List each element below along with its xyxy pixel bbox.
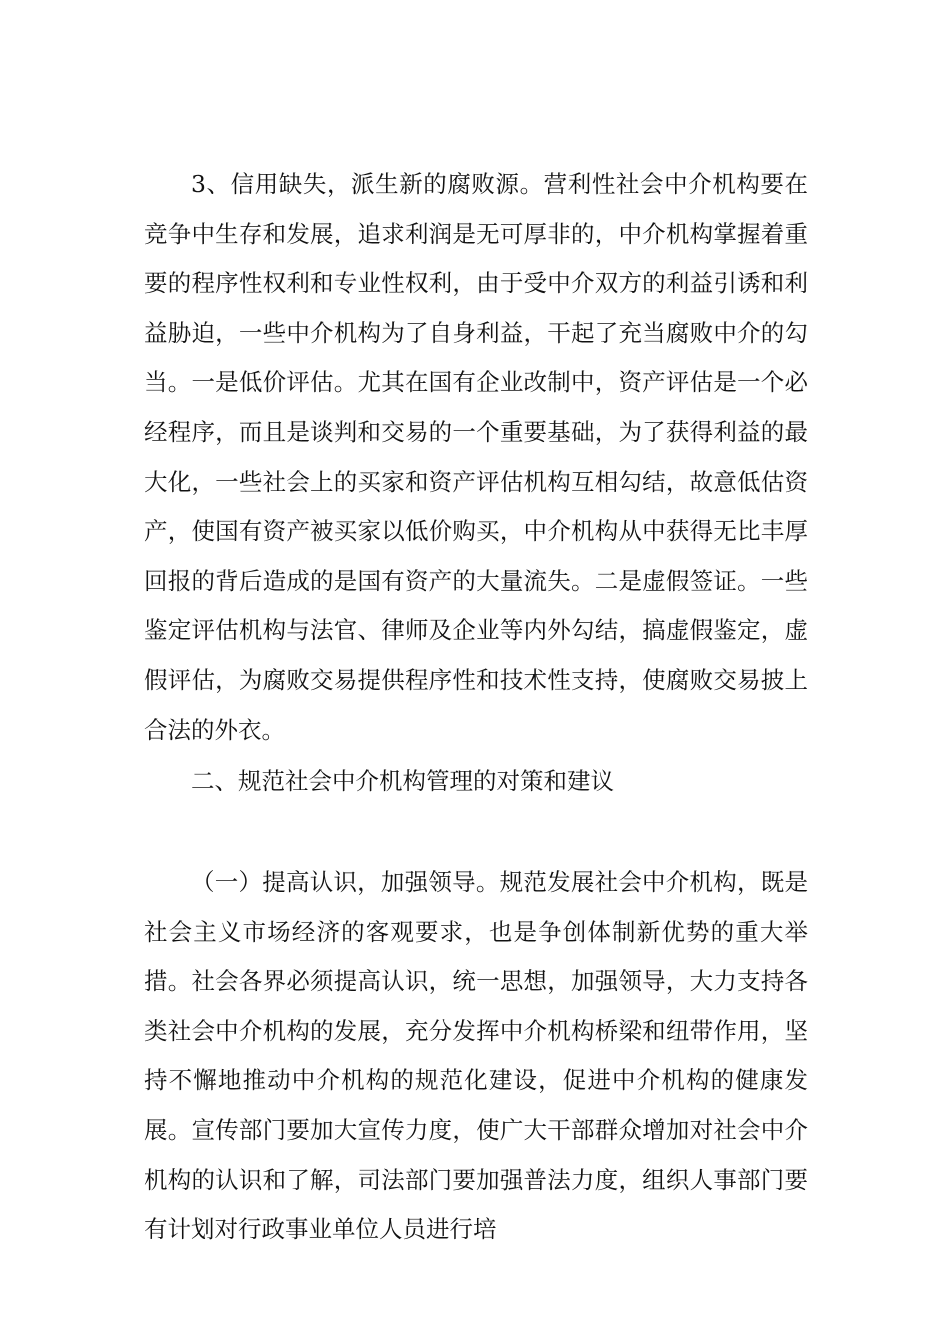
paragraph-raise-awareness: （一）提高认识，加强领导。规范发展社会中介机构，既是社会主义市场经济的客观要求，也是争创体制新优势的重大举措。社会各界必须提高认识，统一思想，加强领导，大力支持各类社会中介机构的发展，充分发挥中介机构桥梁和纽带作用，坚持不懈地推动中介机构的规范化建设，促进中介机构的健康发展。宣传部门要加大宣传力度，使广大干部群众增加对社会中介机构的认识和了解，司法部门要加强普法力度，组织人事部门要有计划对行政事业单位人员进行培 <box>144 868 808 1244</box>
section-heading: 二、规范社会中介机构管理的对策和建议 <box>191 767 614 795</box>
paragraph-credit-loss: 3、信用缺失，派生新的腐败源。营利性社会中介机构要在竞争中生存和发展，追求利润是无可厚非的，中介机构掌握着重要的程序性权利和专业性权利，由于受中介双方的利益引诱和利益胁迫，一些中介机构为了自身利益，干起了充当腐败中介的勾当。一是低价评估。尤其在国有企业改制中，资产评估是一个必经程序，而且是谈判和交易的一个重要基础，为了获得利益的最大化，一些社会上的买家和资产评估机构互相勾结，故意低估资产，使国有资产被买家以低价购买，中介机构从中获得无比丰厚回报的背后造成的是国有资产的大量流失。二是虚假签证。一些鉴定评估机构与法官、律师及企业等内外勾结，搞虚假鉴定，虚假评估，为腐败交易提供程序性和技术性支持，使腐败交易披上合法的外衣。 <box>144 170 808 744</box>
